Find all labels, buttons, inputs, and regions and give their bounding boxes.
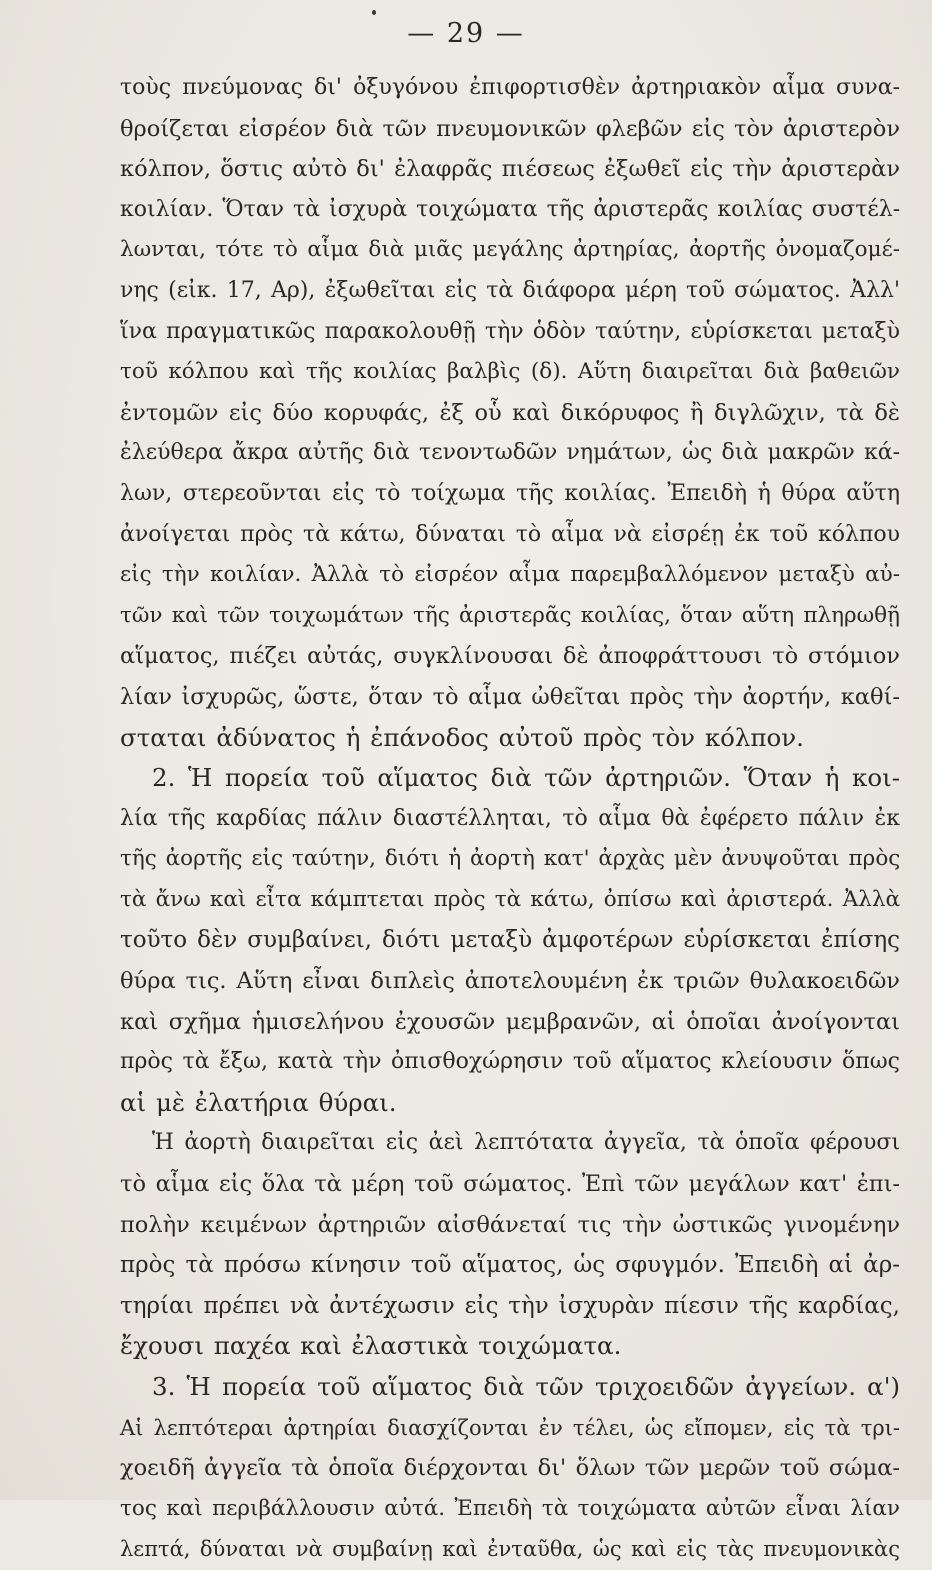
text-line: τος καὶ περιβάλλουσιν αὐτά. Ἐπειδὴ τὰ τοιχώματα αὐτῶν εἶναι λίαν: [120, 1495, 900, 1521]
text-line: πρὸς τὰ πρόσω κίνησιν τοῦ αἵματος, ὡς σφυγμόν. Ἐπειδὴ αἱ ἀρ-: [120, 1252, 900, 1279]
text-line: ἐλεύθερα ἄκρα αὐτῆς διὰ τενοντωδῶν νημάτων, ὡς διὰ μακρῶν κά-: [120, 440, 900, 466]
text-line: σταται ἀδύνατος ἡ ἐπάνοδος αὐτοῦ πρὸς τὸν κόλπον.: [120, 722, 804, 752]
text-line: κόλπον, ὅστις αὐτὸ δι' ἐλαφρᾶς πιέσεως ἐξωθεῖ εἰς τὴν ἀριστερὰν: [120, 156, 900, 183]
text-line: τοῦ κόλπου καὶ τῆς κοιλίας βαλβὶς (δ). Αὕτη διαιρεῖται διὰ βαθειῶν: [120, 359, 900, 385]
text-line: ἀνοίγεται πρὸς τὰ κάτω, δύναται τὸ αἷμα νὰ εἰσρέῃ ἐκ τοῦ κόλπου: [120, 521, 900, 547]
text-line: πολὴν κειμένων ἀρτηριῶν αἰσθάνεταί τις τὴν ὠστικῶς γινομένην: [120, 1211, 900, 1238]
text-line: τῶν καὶ τῶν τοιχωμάτων τῆς ἀριστερᾶς κοιλίας, ὅταν αὕτη πληρωθῇ: [120, 602, 900, 628]
text-line: τὰ ἄνω καὶ εἶτα κάμπτεται πρὸς τὰ κάτω, ὀπίσω καὶ ἀριστερά. Ἀλλὰ: [120, 886, 900, 912]
print-speck: [372, 10, 376, 15]
text-line: πρὸς τὰ ἔξω, κατὰ τὴν ὀπισθοχώρησιν τοῦ αἵματος κλείουσιν ὅπως: [120, 1049, 900, 1075]
text-line: τῆς ἀορτῆς εἰς ταύτην, διότι ἡ ἀορτὴ κατ' ἀρχὰς μὲν ἀνυψοῦται πρὸς: [120, 846, 901, 872]
text-line: χοειδῆ ἀγγεῖα τὰ ὁποῖα διέρχονται δι' ὅλων τῶν μερῶν τοῦ σώμα-: [120, 1455, 900, 1482]
text-line: τοῦτο δὲν συμβαίνει, διότι μεταξὺ ἀμφοτέρων εὑρίσκεται ἐπίσης: [120, 927, 900, 954]
text-line: λων, στερεοῦνται εἰς τὸ τοίχωμα τῆς κοιλίας. Ἐπειδὴ ἡ θύρα αὕτη: [120, 480, 900, 506]
text-line: ἔχουσι παχέα καὶ ἐλαστικὰ τοιχώματα.: [120, 1331, 622, 1361]
text-line: λωνται, τότε τὸ αἷμα διὰ μιᾶς μεγάλης ἀρτηρίας, ἀορτῆς ὀνομαζομέ-: [120, 237, 900, 263]
text-line: λεπτά, δύναται νὰ συμβαίνῃ καὶ ἐνταῦθα, ὡς καὶ εἰς τὰς πνευμονικὰς: [120, 1537, 900, 1562]
page-number: — 29 —: [407, 18, 525, 49]
text-line: αἵματος, πιέζει αὐτάς, συγκλίνουσαι δὲ ἀποφράττουσι τὸ στόμιον: [120, 643, 900, 670]
text-line: ἵνα πραγματικῶς παρακολουθῇ τὴν ὁδὸν ταύτην, εὑρίσκεται μεταξὺ: [120, 318, 900, 344]
text-line: Ἡ ἀορτὴ διαιρεῖται εἰς ἀεὶ λεπτότατα ἀγγεῖα, τὰ ὁποῖα φέρουσι: [152, 1130, 900, 1156]
text-line: 3. Ἡ πορεία τοῦ αἵματος διὰ τῶν τριχοειδῶν ἀγγείων. α'): [152, 1372, 900, 1401]
text-line: Αἱ λεπτότεραι ἀρτηρίαι διασχίζονται ἐν τέλει, ὡς εἴπομεν, εἰς τὰ τρι-: [120, 1415, 900, 1440]
text-line: λία τῆς καρδίας πάλιν διαστέλληται, τὸ αἷμα θὰ ἐφέρετο πάλιν ἐκ: [120, 805, 900, 831]
text-line: κοιλίαν. Ὅταν τὰ ἰσχυρὰ τοιχώματα τῆς ἀριστερᾶς κοιλίας συστέλ-: [120, 196, 901, 222]
text-line: τοὺς πνεύμονας δι' ὀξυγόνου ἐπιφορτισθὲν ἀρτηριακὸν αἷμα συνα-: [120, 75, 900, 100]
text-line: 2. Ἡ πορεία τοῦ αἵματος διὰ τῶν ἀρτηριῶν. Ὅταν ἡ κοι-: [152, 763, 900, 793]
text-line: λίαν ἰσχυρῶς, ὥστε, ὅταν τὸ αἷμα ὠθεῖται πρὸς τὴν ἀορτήν, καθί-: [120, 683, 900, 710]
text-line: εἰς τὴν κοιλίαν. Ἀλλὰ τὸ εἰσρέον αἷμα παρεμβαλλόμενον μεταξὺ αὐ-: [120, 562, 900, 588]
text-line: τηρίαι πρέπει νὰ ἀντέχωσιν εἰς τὴν ἰσχυρὰν πίεσιν τῆς καρδίας,: [120, 1292, 900, 1319]
text-line: θύρα τις. Αὕτη εἶναι διπλεὶς ἀποτελουμένη ἐκ τριῶν θυλακοειδῶν: [120, 968, 900, 995]
body-text: [120, 68, 900, 1570]
text-line: καὶ σχῆμα ἡμισελήνου ἐχουσῶν μεμβρανῶν, αἱ ὁποῖαι ἀνοίγονται: [120, 1008, 900, 1035]
text-line: θροίζεται εἰσρέον διὰ τῶν πνευμονικῶν φλεβῶν εἰς τὸν ἀριστερὸν: [120, 115, 900, 142]
text-line: τὸ αἷμα εἰς ὅλα τὰ μέρη τοῦ σώματος. Ἐπὶ τῶν μεγάλων κατ' ἐπι-: [120, 1171, 900, 1198]
text-line: νης (εἰκ. 17, Αρ), ἐξωθεῖται εἰς τὰ διάφορα μέρη τοῦ σώματος. Ἀλλ': [120, 277, 900, 303]
text-line: ἐντομῶν εἰς δύο κορυφάς, ἐξ οὗ καὶ δικόρυφος ἢ διγλῶχιν, τὰ δὲ: [120, 399, 900, 426]
text-line: αἱ μὲ ἐλατήρια θύραι.: [120, 1087, 397, 1117]
